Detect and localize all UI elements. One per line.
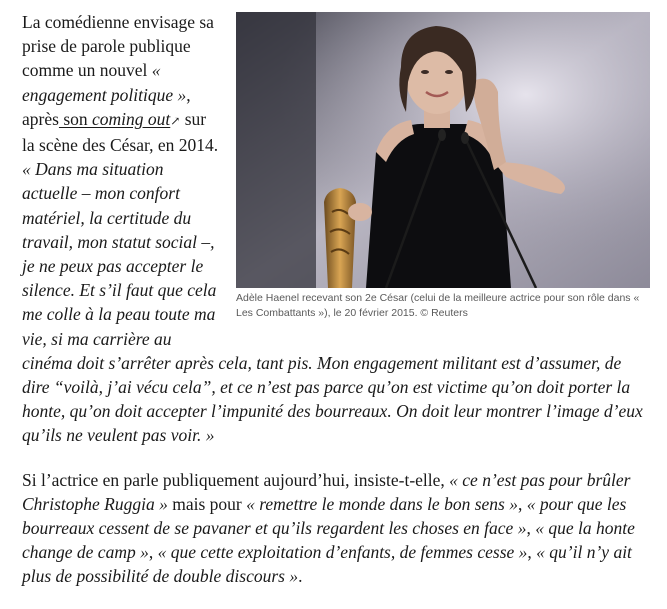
link-son[interactable]: son <box>58 108 92 129</box>
link-coming-out[interactable]: coming out <box>92 108 171 129</box>
quote-5: « que cette exploitation d’enfants, de femmes cesse » <box>157 542 528 563</box>
article-body <box>22 10 650 609</box>
quote-2: « remettre le monde dans le bon sens » <box>246 493 518 514</box>
external-link-icon[interactable]: ↗ <box>170 113 181 128</box>
p1-after-link: sur la scène des César, en 2014. <box>22 108 219 156</box>
p2-t3: , <box>526 518 536 539</box>
coming-out-link[interactable] <box>59 109 180 129</box>
article-figure <box>236 12 650 320</box>
p2-intro: Si l’actrice en parle publiquement aujourd’hui, insiste-t-elle, <box>22 469 450 490</box>
photo-actress-cesar <box>236 12 650 288</box>
p2-t4: , <box>148 542 158 563</box>
quote-long: « Dans ma situation actuelle – mon confort matériel, la certitude du travail, mon statut social –, je ne peux pas accepter le silence. Et s’il faut que cela me colle à la peau toute ma vie, si ma carrière au cinéma doit s’arrêter après cela, tant pis. Mon engagement militant est d’assumer, de dire “voilà, j’ai vécu cela”, et ce n’est pas parce qu’on est victime qu’on doit porter la honte, qu’on doit accepter l’impunité des bourreaux. On doit leur montrer l’image d’eux qu’ils ne veulent pas voir. » <box>22 159 643 446</box>
p2-t2: , <box>517 493 527 514</box>
p1-after-quote: , après <box>22 84 191 129</box>
paragraph-2 <box>22 468 650 589</box>
quote-6: « qu’il n’y ait plus de possibilité de double discours » <box>22 542 632 587</box>
quote-4: « que la honte change de camp » <box>22 518 635 563</box>
photo-caption: Adèle Haenel recevant son 2e César (celui de la meilleure actrice pour son rôle dans « Les Combattants »), le 20 février 2015. © Reuters <box>236 292 640 319</box>
p2-t6: . <box>298 566 303 587</box>
p1-intro: La comédienne envisage sa prise de parole publique comme un nouvel <box>22 12 214 81</box>
quote-engagement: « engagement politique » <box>22 60 187 105</box>
quote-3: « pour que les bourreaux cessent de se pavaner et qu’ils regardent les choses en face » <box>22 493 627 539</box>
p2-t5: , <box>527 542 537 563</box>
p2-t1: mais pour <box>167 493 247 514</box>
quote-1: « ce n’est pas pour brûler Christophe Ruggia » <box>22 469 631 514</box>
